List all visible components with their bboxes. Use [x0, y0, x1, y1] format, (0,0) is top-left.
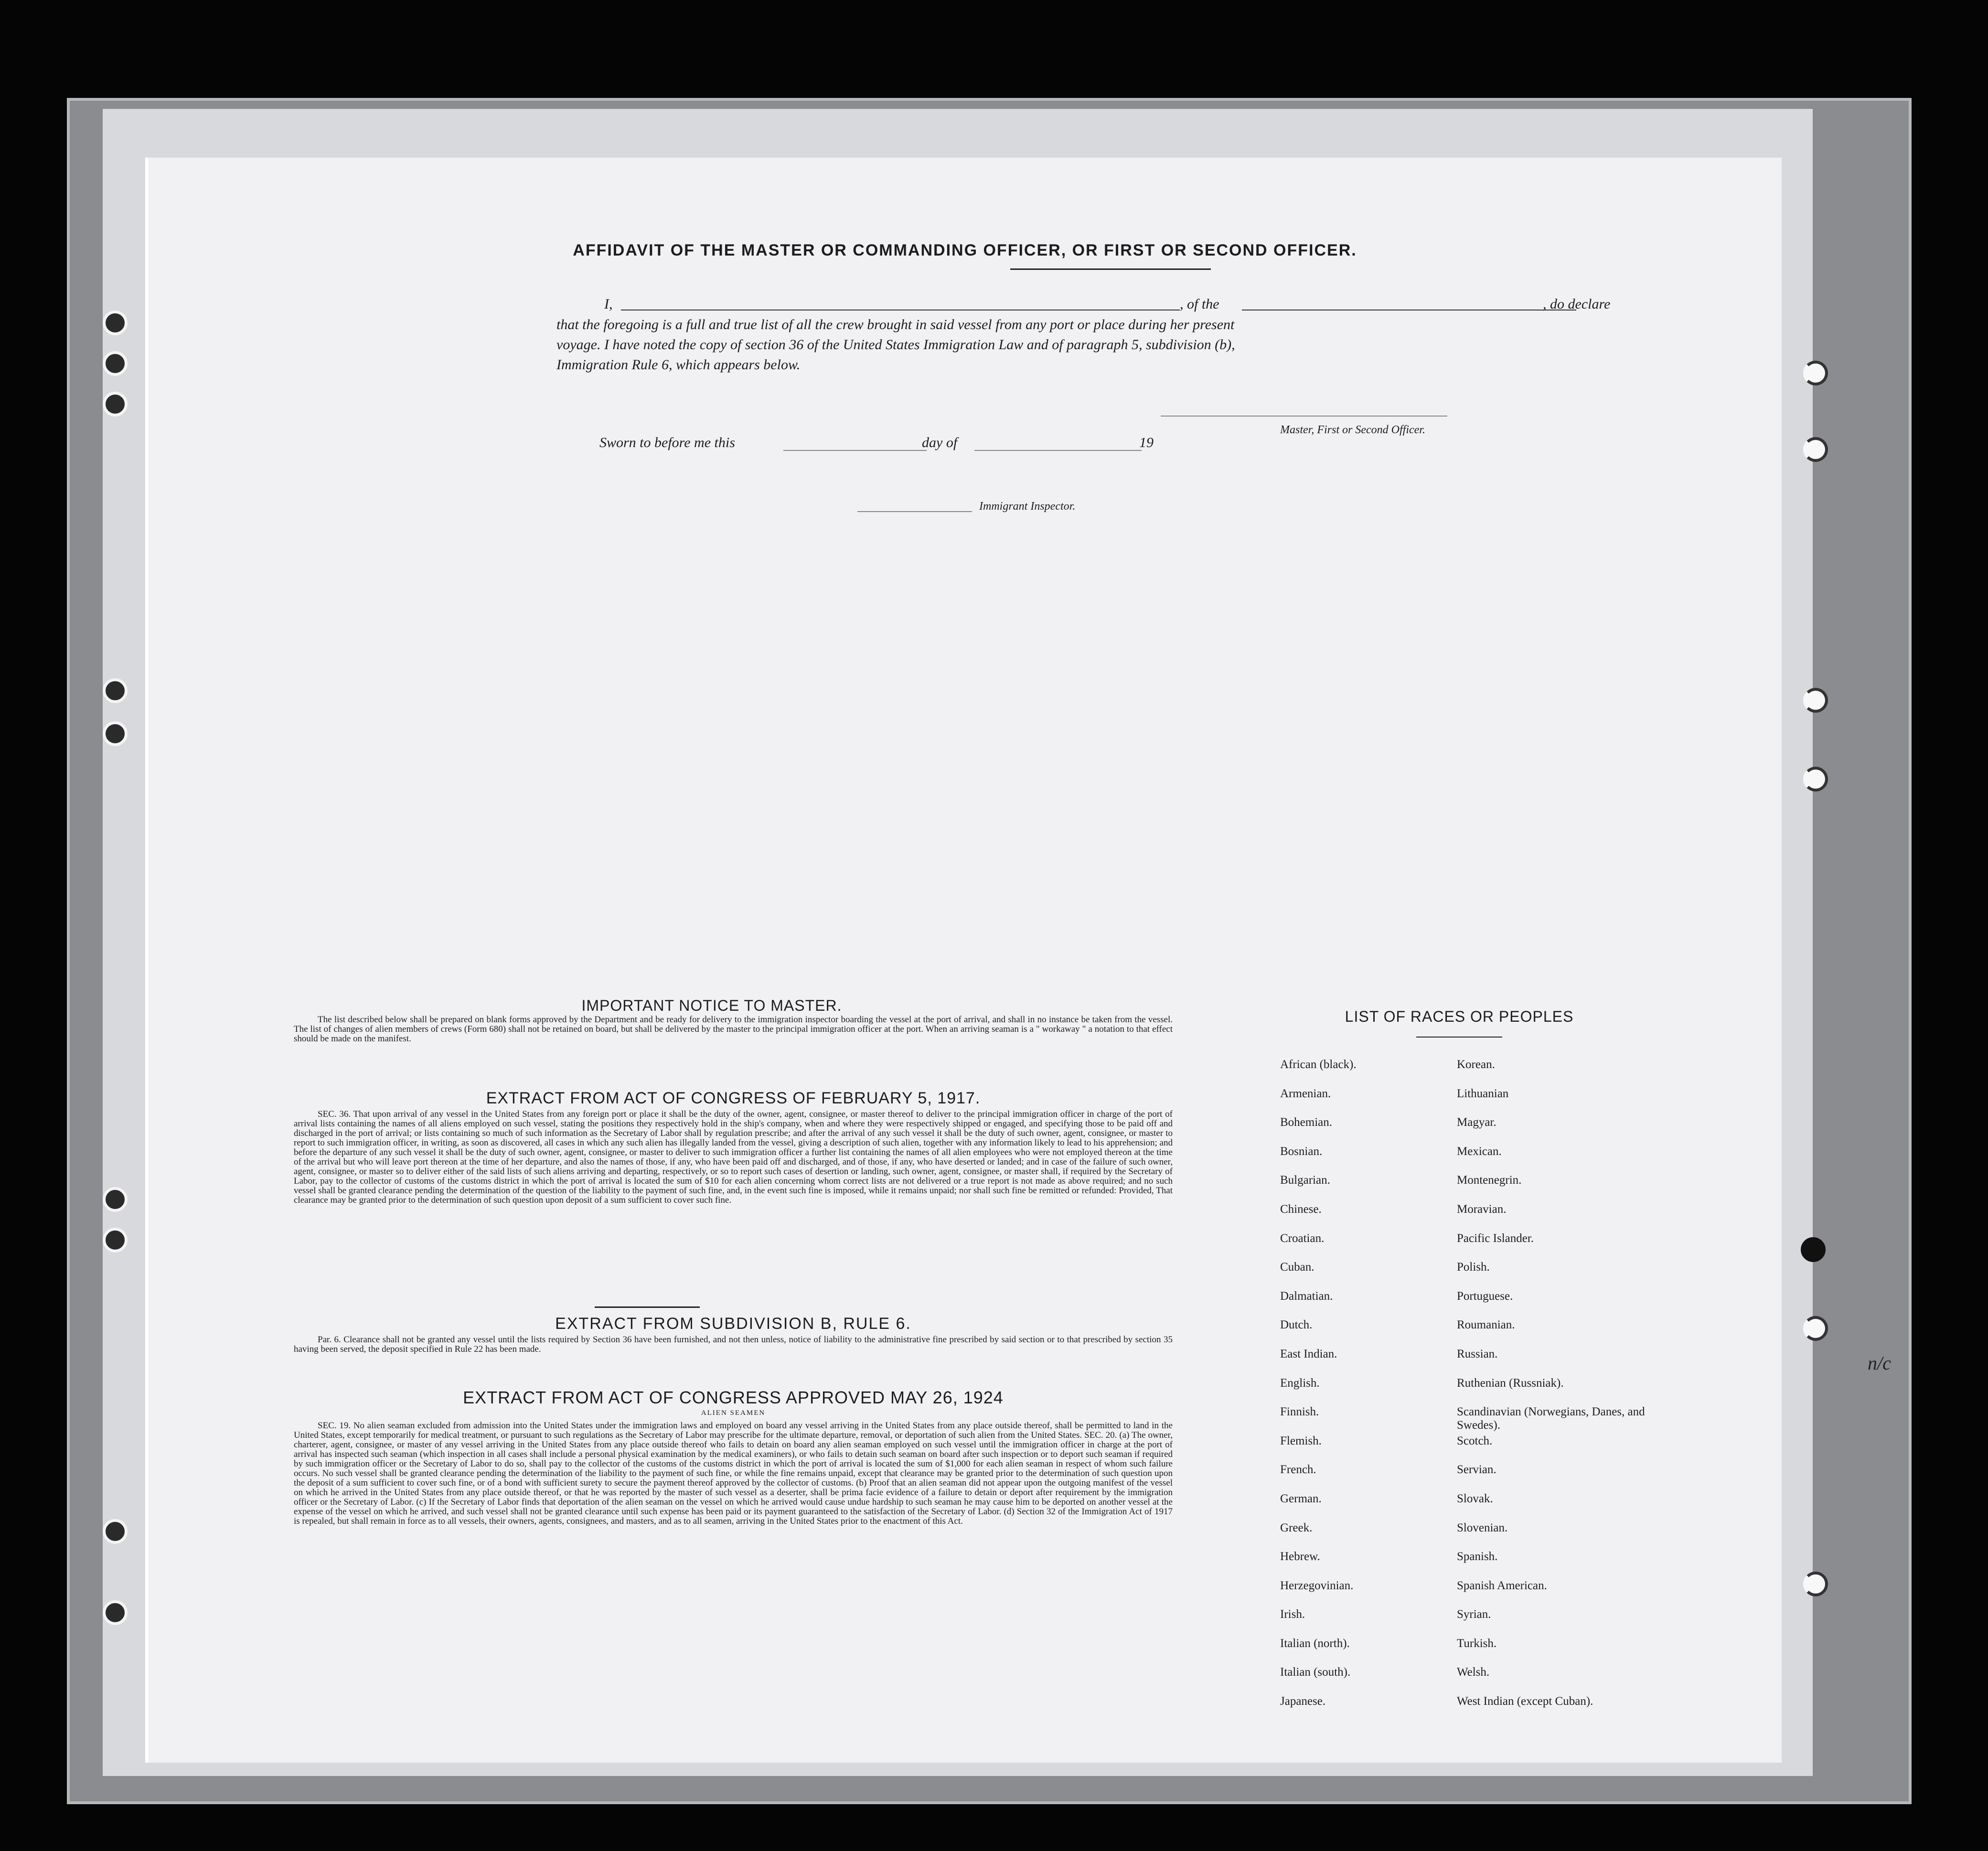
race-item: Hebrew. — [1280, 1550, 1320, 1563]
race-item: Magyar. — [1457, 1116, 1496, 1129]
punch-hole — [1803, 688, 1828, 713]
race-item: Flemish. — [1280, 1434, 1322, 1447]
notice-title: IMPORTANT NOTICE TO MASTER. — [581, 997, 842, 1014]
punch-hole — [1803, 361, 1828, 385]
master-caption: Master, First or Second Officer. — [1280, 424, 1425, 436]
race-item: Greek. — [1280, 1521, 1313, 1534]
race-item: Scotch. — [1457, 1434, 1493, 1447]
race-item: Bulgarian. — [1280, 1174, 1330, 1187]
month-field[interactable] — [974, 450, 1142, 451]
extract-rule6-text: Par. 6. Clearance shall not be granted any vessel until the lists required by Section 36 have been furnished, and not then unless, notice of liability to the administrative fine prescribed by said section or to that prescribed by section 35 having been served, the deposit specified in Rule 22 has been made. — [294, 1335, 1173, 1354]
punch-hole — [103, 1228, 128, 1252]
extract-1924-title: EXTRACT FROM ACT OF CONGRESS APPROVED MAY 26, 1924 — [463, 1388, 1004, 1407]
extract-1917-text: SEC. 36. That upon arrival of any vessel in the United States from any foreign port or place it shall be the duty of the owner, agent, consignee, or master thereof to deliver to the principal immigration officer in charge of the port of arrival lists containing the names of all aliens employed on such vessel, stating the positions they respectively hold in the ship's company, when and where they were respectively shipped or engaged, and specifying those to be paid off and discharged in the port of arrival; or lists containing so much of such information as the Secretary of Labor shall by regulation prescribe; and after the arrival of any such vessel it shall be the duty of such owner, agent, consignee, or master to report to such immigration officer, in writing, as soon as discovered, all cases in which any such alien has illegally landed from the vessel, giving a description of such alien, together with any information likely to lead to his apprehension; and before the departure of any such vessel it shall be the duty of such owner, agent, consignee, or master to deliver to such immigration officer a further list containing the names of all alien employees who were not employed thereon at the time of the arrival but who will leave port thereon at the time of her departure, and also the names of those, if any, who have been paid off and discharged, and of those, if any, who have deserted or landed; and in case of the failure of such owner, agent, consignee, or master so to deliver either of the said lists of such aliens arriving and departing, respectively, or so to report such cases of desertion or landing, such owner, agent, consignee, or master shall, if required by the Secretary of Labor, pay to the collector of customs of the customs district in which the port of arrival is located the sum of $10 for each alien concerning whom correct lists are not delivered or a true report is not made as above required; and no such vessel shall be granted clearance pending the determination of the question of the liability to the payment of such fine, and, in the event such fine is imposed, while it remains unpaid; nor shall such fine be remitted or refunded: Provided, That clearance may be granted prior to the determination of such question upon deposit of a sum sufficient to cover such fine. — [294, 1109, 1173, 1205]
race-item: Herzegovinian. — [1280, 1579, 1354, 1592]
sworn-label: Sworn to before me this — [599, 435, 735, 450]
declaration-line-2: voyage. I have noted the copy of section 36 of the United States Immigration Law and of paragraph 5, subdivision (b), — [556, 337, 1235, 353]
race-item: Dalmatian. — [1280, 1289, 1333, 1303]
race-item: Russian. — [1457, 1347, 1498, 1360]
race-item: German. — [1280, 1492, 1322, 1505]
race-item: Korean. — [1457, 1058, 1495, 1071]
punch-hole — [103, 678, 128, 703]
race-item: Lithuanian — [1457, 1087, 1509, 1100]
affidavit-title: AFFIDAVIT OF THE MASTER OR COMMANDING OFFICER, OR FIRST OR SECOND OFFICER. — [573, 241, 1357, 259]
punch-hole — [103, 392, 128, 417]
race-item: Roumanian. — [1457, 1318, 1515, 1332]
race-item: Irish. — [1280, 1608, 1305, 1621]
race-item: Croatian. — [1280, 1231, 1325, 1245]
extract-1924-subtitle: ALIEN SEAMEN — [701, 1409, 766, 1417]
sworn-date-field[interactable] — [783, 450, 927, 451]
label-i: I, — [604, 296, 613, 312]
race-item: Finnish. — [1280, 1405, 1319, 1419]
affidavit-page — [148, 158, 1782, 1763]
declaration-line-3: Immigration Rule 6, which appears below. — [556, 357, 801, 373]
race-item: Servian. — [1457, 1463, 1496, 1477]
race-item: Japanese. — [1280, 1695, 1326, 1708]
punch-hole — [1803, 767, 1828, 792]
race-item: Spanish American. — [1457, 1579, 1547, 1592]
day-of-label: day of — [922, 435, 958, 450]
punch-hole — [1801, 1237, 1826, 1262]
race-item: Italian (north). — [1280, 1637, 1350, 1650]
race-item: Portuguese. — [1457, 1289, 1513, 1303]
declaration-line-1: that the foregoing is a full and true list of all the crew brought in said vessel from any port or place during her present — [556, 317, 1235, 332]
race-item: Montenegrin. — [1457, 1174, 1522, 1187]
race-item: Cuban. — [1280, 1261, 1315, 1274]
race-item: Syrian. — [1457, 1608, 1491, 1621]
punch-hole — [103, 721, 128, 746]
punch-hole — [103, 1600, 128, 1625]
race-item: Ruthenian (Russniak). — [1457, 1376, 1564, 1390]
race-item: Spanish. — [1457, 1550, 1498, 1563]
race-item: Slovak. — [1457, 1492, 1493, 1505]
race-item: African (black). — [1280, 1058, 1357, 1071]
race-item: Italian (south). — [1280, 1666, 1351, 1679]
race-item: East Indian. — [1280, 1347, 1337, 1360]
punch-hole — [103, 310, 128, 335]
race-item: West Indian (except Cuban). — [1457, 1695, 1593, 1708]
label-do-declare: , do declare — [1543, 296, 1611, 312]
inspector-caption: Immigrant Inspector. — [979, 500, 1076, 513]
notice-text: The list described below shall be prepared on blank forms approved by the Department and be ready for delivery to the immigration inspector boarding the vessel at the port of arrival, and shall in no instance be taken from the vessel. The list of changes of alien members of crews (Form 680) shall not be retained on board, but shall be delivered by the master to the principal immigration officer at the port. When an arriving seaman is a " workaway " a notation to that effect should be made on the manifest. — [294, 1015, 1173, 1044]
race-item: Scandinavian (Norwegians, Danes, and Swedes). — [1457, 1405, 1645, 1432]
margin-note: n/c — [1868, 1352, 1891, 1374]
race-item: Polish. — [1457, 1261, 1490, 1274]
race-item: French. — [1280, 1463, 1316, 1477]
punch-hole — [1803, 437, 1828, 462]
extract-1917-title: EXTRACT FROM ACT OF CONGRESS OF FEBRUARY 5, 1917. — [486, 1089, 981, 1107]
extract-rule6-title: EXTRACT FROM SUBDIVISION B, RULE 6. — [555, 1315, 911, 1333]
race-item: Welsh. — [1457, 1666, 1490, 1679]
race-item: Slovenian. — [1457, 1521, 1508, 1534]
race-item: Pacific Islander. — [1457, 1231, 1534, 1245]
master-signature-field[interactable] — [1161, 416, 1447, 417]
punch-hole — [103, 1187, 128, 1212]
race-item: Bohemian. — [1280, 1116, 1333, 1129]
race-item: Turkish. — [1457, 1637, 1497, 1650]
race-item: English. — [1280, 1376, 1320, 1390]
races-right-column — [1457, 1058, 1667, 1724]
inspector-signature-field[interactable] — [857, 511, 972, 512]
punch-hole — [1803, 1316, 1828, 1341]
punch-hole — [103, 1519, 128, 1544]
year-prefix: 19 — [1139, 435, 1154, 450]
race-item: Bosnian. — [1280, 1145, 1323, 1158]
races-title-underline — [1416, 1037, 1502, 1038]
title-underline — [1010, 268, 1211, 270]
race-item: Dutch. — [1280, 1318, 1313, 1332]
races-left-column — [1280, 1058, 1481, 1724]
race-item: Moravian. — [1457, 1202, 1507, 1216]
extract-1924-text: SEC. 19. No alien seaman excluded from admission into the United States under the immigration laws and employed on board any vessel arriving in the United States from any place outside thereof, shall be permitted to land in the United States, except temporarily for medical treatment, or pursuant to such regulations as the Secretary of Labor may prescribe for the ultimate departure, removal, or deportation of such alien from the United States. SEC. 20. (a) The owner, charterer, agent, consignee, or master of any vessel arriving in the United States from any place outside thereof who fails to detain on board any alien seaman employed on such vessel until the immigration officer in charge at the port of arrival has inspected such seaman (which inspection in all cases shall include a personal physical examination by the medical examiners), or who fails to detain such seaman on board after such inspection or to deport such seaman if required by such immigration officer or the Secretary of Labor to do so, shall pay to the collector of the customs of the customs district in which the port of arrival is located the sum of $1,000 for each alien seaman in respect of whom such failure occurs. No such vessel shall be granted clearance pending the determination of the liability to the payment of such fine, or while the fine remains unpaid, except that clearance may be granted prior to the determination of such question upon the deposit of a sum sufficient to cover such fine, or of a bond with sufficient surety to secure the payment thereof approved by the collector of customs. (b) Proof that an alien seaman did not appear upon the outgoing manifest of the vessel on which he arrived in the United States from any place outside thereof, or that he was reported by the master of such vessel as a deserter, shall be prima facie evidence of a failure to detain or deport after requirement by the immigration officer or the Secretary of Labor. (c) If the Secretary of Labor finds that deportation of the alien seaman on the vessel on which he arrived would cause undue hardship to such seaman he may cause him to be deported on another vessel at the expense of the vessel on which he arrived, and such vessel shall not be granted clearance until such expense has been paid or its payment guaranteed to the satisfaction of the Secretary of Labor. (d) Section 32 of the Immigration Act of 1917 is repealed, but shall remain in force as to all vessels, their owners, agents, consignees, and masters, and as to all seamen, arriving in the United States prior to the enactment of this Act. — [294, 1421, 1173, 1526]
race-item: Mexican. — [1457, 1145, 1502, 1158]
label-of-the: , of the — [1180, 296, 1219, 312]
race-item: Chinese. — [1280, 1202, 1322, 1216]
section-divider — [595, 1306, 700, 1308]
punch-hole — [1803, 1572, 1828, 1596]
race-item: Armenian. — [1280, 1087, 1331, 1100]
races-title: LIST OF RACES OR PEOPLES — [1345, 1008, 1574, 1025]
punch-hole — [103, 351, 128, 376]
